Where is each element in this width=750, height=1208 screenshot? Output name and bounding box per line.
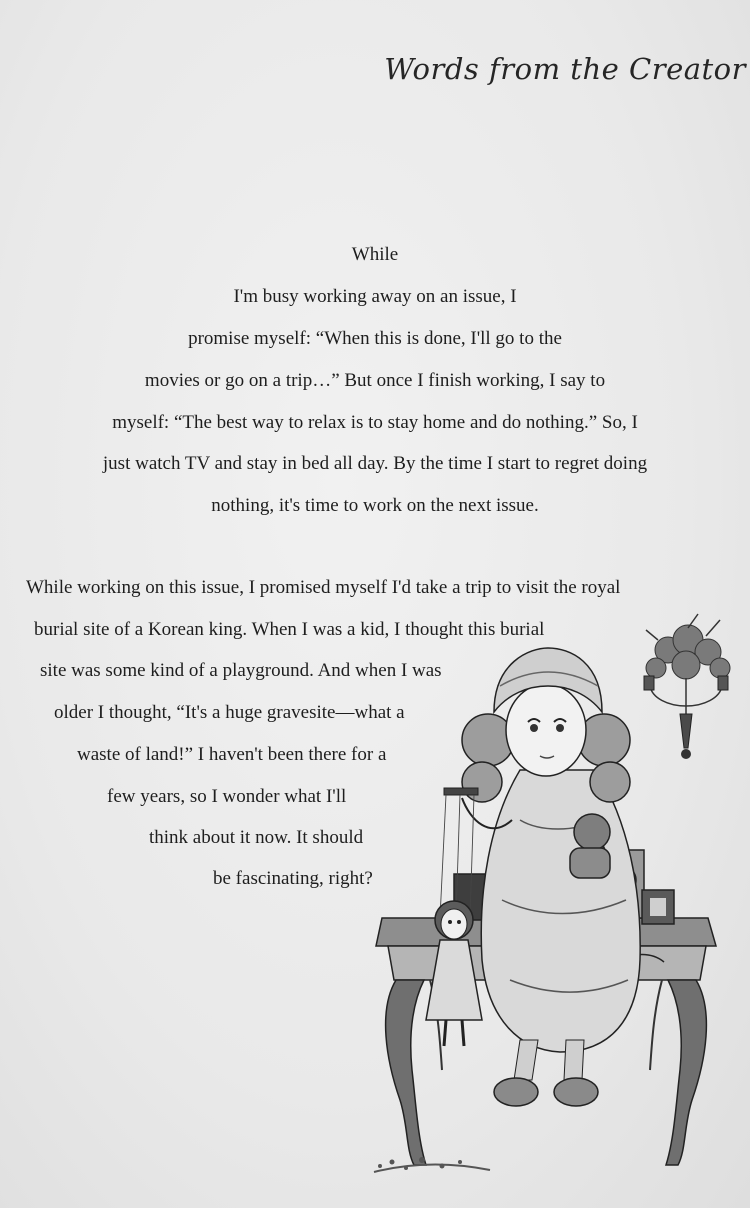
- paragraph-2-line: few years, so I wonder what I'll: [107, 786, 347, 807]
- paragraph-2-line: older I thought, “It's a huge gravesite—what a: [54, 702, 405, 723]
- paragraph-1-line: movies or go on a trip…” But once I finish working, I say to: [144, 370, 606, 391]
- paragraph-1-line: nothing, it's time to work on the next issue.: [211, 495, 539, 516]
- paragraph-2-line: burial site of a Korean king. When I was a kid, I thought this burial: [34, 619, 545, 640]
- paragraph-1-line: myself: “The best way to relax is to stay home and do nothing.” So, I: [112, 412, 638, 433]
- page-heading: Words from the Creator: [384, 52, 746, 86]
- paragraph-1-line: While: [351, 244, 399, 265]
- paragraph-2-line: While working on this issue, I promised myself I'd take a trip to visit the royal: [26, 577, 621, 598]
- paragraph-2-line: be fascinating, right?: [213, 868, 373, 889]
- girl-with-marionette-sitting-on-table-icon: [370, 600, 750, 1200]
- paragraph-2-line: waste of land!” I haven't been there for a: [77, 744, 387, 765]
- paragraph-2-line: site was some kind of a playground. And when I was: [40, 660, 442, 681]
- paragraph-1-line: promise myself: “When this is done, I'll go to the: [188, 328, 562, 349]
- paragraph-1-line: I'm busy working away on an issue, I: [233, 286, 517, 307]
- paragraph-2-line: think about it now. It should: [149, 827, 364, 848]
- paragraph-1-line: just watch TV and stay in bed all day. By the time I start to regret doing: [102, 453, 648, 474]
